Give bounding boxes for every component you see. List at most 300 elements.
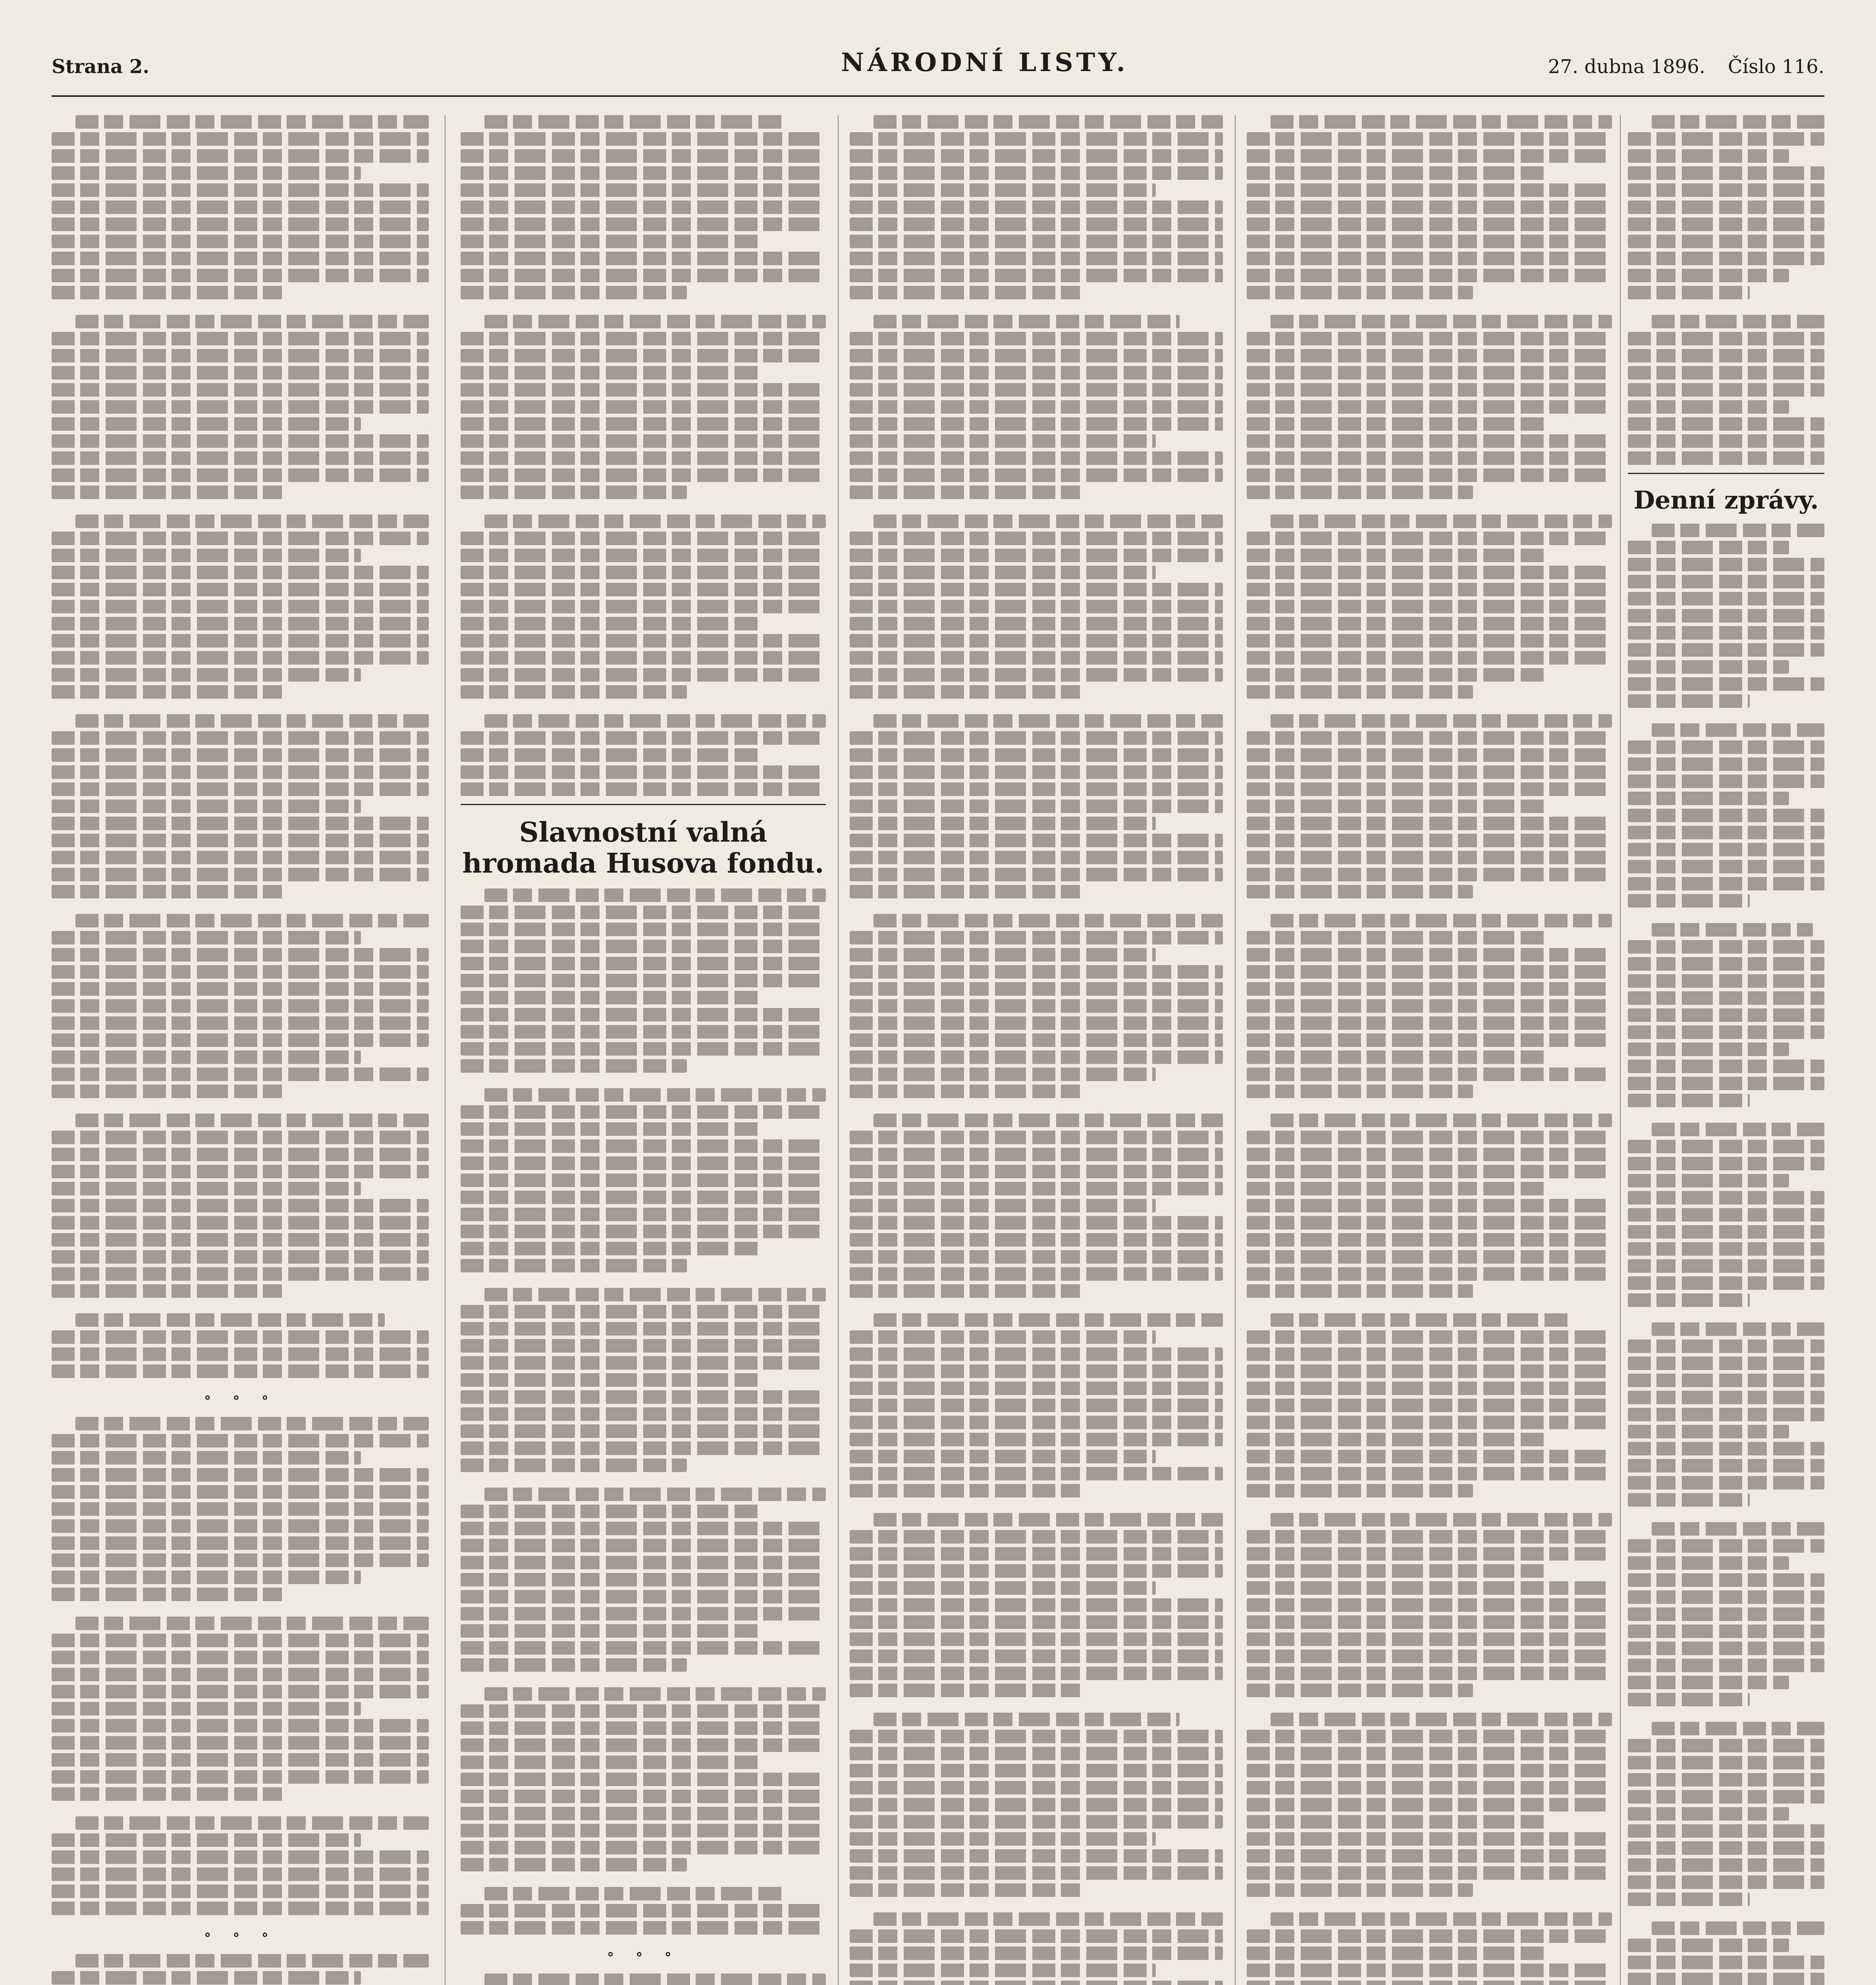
text-line [1628,894,1750,908]
text-line [461,1139,826,1153]
text-line [1628,269,1789,282]
text-line [1628,1025,1824,1039]
text-line [461,583,826,596]
text-line [484,714,826,728]
text-line [1271,914,1612,927]
text-line [52,269,429,282]
text-line [1628,1339,1824,1353]
text-line [1628,1225,1824,1239]
text-line [1652,723,1824,737]
paragraph-gap [461,1276,826,1288]
text-line [850,1981,1223,1985]
text-line [1628,809,1824,822]
text-line [850,1467,1223,1480]
text-line [1628,1956,1824,1969]
paragraph-gap [850,1501,1223,1513]
text-line [75,1816,429,1830]
text-line [1628,183,1824,197]
text-line [850,1747,1223,1760]
text-line [850,166,1223,180]
text-line [1247,166,1546,180]
text-line [52,617,429,630]
text-line [1247,286,1473,299]
paragraph-gap [850,1900,1223,1912]
text-line [52,451,429,465]
text-line [1652,315,1824,328]
text-line [850,999,1223,1013]
text-line [850,252,1223,265]
text-line [1247,149,1612,163]
section-separator: ∘ ∘ ∘ [203,1925,277,1944]
text-line [461,1242,760,1255]
text-line [52,1833,361,1847]
text-line [461,218,826,231]
article-text-block [52,115,429,1378]
text-line [1628,558,1824,571]
text-line [850,1798,1223,1812]
paragraph-gap [461,1875,826,1887]
paragraph-gap [850,1102,1223,1114]
paragraph-gap [1247,1301,1612,1313]
text-line [1247,1085,1473,1098]
text-line [1247,1964,1612,1977]
text-line [1247,200,1612,214]
text-line [52,252,429,265]
text-line [1628,366,1824,380]
text-line [850,1382,1223,1395]
text-line [850,349,1223,362]
text-line [461,1042,826,1056]
text-line [52,1902,429,1915]
text-line [1628,1174,1789,1187]
text-line [1628,1493,1750,1507]
text-line [850,549,1223,562]
text-line [1247,851,1612,864]
text-line [52,651,429,665]
text-line [850,417,1223,431]
text-line [52,332,429,345]
text-line [461,1008,826,1021]
text-line [850,200,1223,214]
text-line [1247,1598,1612,1612]
text-line [461,634,826,648]
paragraph-gap [52,1301,429,1313]
text-line [1247,269,1612,282]
text-line [1271,1912,1612,1926]
text-line [461,400,826,414]
text-line [1247,252,1612,265]
text-line [461,1738,826,1752]
text-line [850,149,1223,163]
text-line [1628,1773,1824,1786]
text-line [461,617,760,630]
text-line [1628,974,1824,988]
text-line [461,1105,826,1119]
text-line [1628,434,1824,448]
paragraph-gap [461,1675,826,1687]
text-line [1247,1632,1612,1646]
text-line [1247,1650,1612,1663]
text-line [484,1887,784,1900]
text-line [461,600,826,613]
text-line [1247,451,1612,465]
text-line [75,1313,385,1327]
text-line [52,1571,361,1584]
paragraph-gap [1628,711,1824,723]
text-line [1247,651,1612,665]
text-line [1247,1849,1612,1863]
column-divider [1235,115,1236,1985]
text-line [1247,1131,1612,1144]
text-line [52,1668,429,1681]
text-line [52,1736,429,1750]
text-line [1247,434,1612,448]
text-line [461,923,826,936]
headline-denni-zpravy: Denní zprávy. [1633,486,1819,515]
text-line [461,1704,826,1718]
text-line [1628,660,1789,674]
text-line [484,1288,826,1301]
text-line [1652,1522,1824,1536]
text-line [461,366,760,380]
paragraph-gap [1247,1501,1612,1513]
text-line [1247,1815,1546,1829]
paragraph-gap [850,702,1223,714]
text-line [461,1756,760,1769]
text-line [850,782,1223,796]
article-text-block [52,1954,429,1985]
text-line [1652,1123,1824,1136]
text-line [1247,948,1612,962]
text-line [1628,1973,1824,1985]
text-line [461,1721,826,1735]
text-line [850,668,1223,682]
text-line [461,566,826,579]
text-line [52,166,361,180]
newspaper-title: NÁRODNÍ LISTY. [841,48,1128,77]
text-line [850,600,1223,613]
text-line [52,765,429,779]
paragraph-gap [461,303,826,315]
text-line [1271,115,1612,129]
text-line [1628,149,1789,163]
text-line [461,1259,687,1272]
text-line [1247,685,1473,699]
text-line [1247,1216,1612,1230]
text-line [1628,609,1824,622]
text-line [52,1885,429,1898]
text-line [461,383,826,397]
text-line [1628,1573,1824,1587]
text-line [873,714,1223,728]
text-line [850,468,1223,482]
text-line [461,269,826,282]
text-line [52,286,285,299]
text-line [461,765,826,779]
text-line [1247,1284,1473,1298]
text-line [1628,1625,1824,1638]
text-line [52,982,429,996]
text-line [1247,1832,1612,1846]
text-line [1247,1199,1612,1212]
text-line [1247,1016,1612,1030]
text-line [1628,1043,1789,1056]
text-line [52,1634,429,1647]
text-line [850,1667,1223,1680]
text-line [850,486,1081,499]
text-line [1247,668,1546,682]
column-4 [1247,115,1612,1985]
text-line [873,914,1223,927]
text-line [1628,218,1824,231]
text-line [1247,999,1612,1013]
article-text-block [461,115,826,796]
text-line [873,1313,1223,1327]
text-line [850,1199,1156,1212]
header-rule [52,95,1824,97]
text-line [850,885,1081,898]
text-line [461,1807,826,1820]
paragraph-gap [1628,911,1824,923]
text-line [1628,757,1824,771]
text-line [461,1841,826,1854]
text-line [1628,166,1824,180]
text-line [1247,349,1612,362]
text-line [1628,957,1824,971]
text-line [850,800,1223,813]
text-line [1247,1667,1612,1680]
text-line [1628,286,1750,299]
text-line [52,1685,429,1698]
article-text-block [52,1417,429,1915]
text-line [1628,349,1824,362]
section-separator: ∘ ∘ ∘ [203,1388,277,1407]
text-line [52,1451,361,1465]
text-line [52,434,429,448]
text-line [52,383,429,397]
text-line [1628,1892,1750,1906]
text-line [52,1468,429,1482]
text-line [850,1684,1081,1697]
text-line [850,218,1223,231]
article-text-block [1628,115,1824,465]
text-line [1271,1114,1612,1127]
text-line [1247,834,1612,847]
paragraph-gap [52,303,429,315]
text-line [1247,1416,1612,1429]
text-line [484,115,784,129]
text-line [52,1850,429,1864]
text-line [461,1858,687,1871]
text-line [461,1573,826,1586]
text-line [1247,132,1612,146]
text-line [52,948,429,962]
text-line [52,817,429,830]
text-line [873,1912,1223,1926]
text-line [75,515,429,528]
text-line [1247,1330,1612,1344]
paragraph-gap [850,303,1223,315]
text-line [1628,1858,1824,1872]
text-line [1628,1140,1824,1153]
text-line [1628,1077,1824,1090]
text-line [484,1488,826,1501]
text-line [850,868,1223,881]
text-line [850,634,1223,648]
text-line [52,1651,429,1664]
text-line [1628,417,1824,431]
paragraph-gap [52,503,429,515]
text-line [873,1513,1223,1526]
text-line [52,1085,285,1098]
text-line [1628,1391,1824,1404]
text-line [1628,592,1824,605]
text-line [850,931,1223,944]
paragraph-gap [1628,1710,1824,1722]
text-line [1628,1556,1789,1570]
paragraph-gap [850,1301,1223,1313]
text-line [52,1216,429,1230]
text-line [52,200,429,214]
text-line [461,349,826,362]
paragraph-gap [52,902,429,914]
text-line [52,468,429,482]
paragraph-gap [461,702,826,714]
text-line [461,549,826,562]
text-line [850,1946,1223,1960]
text-line [461,434,826,448]
text-line [52,1364,429,1378]
text-line [484,1687,826,1701]
text-line [52,1787,285,1801]
text-line [461,731,826,745]
text-line [1247,1946,1546,1960]
paragraph-gap [1628,1510,1824,1522]
text-line [52,1719,429,1733]
text-line [75,714,429,728]
text-line [850,1267,1223,1281]
text-line [850,566,1156,579]
text-line [850,1085,1081,1098]
text-line [1247,1798,1612,1812]
text-line [1628,643,1824,657]
text-line [461,748,760,762]
text-line [1628,1693,1750,1706]
headline-valna-hromada: Slavnostní valná hromada Husova fondu. [462,817,824,880]
text-line [1247,1050,1546,1064]
text-line [1247,868,1612,881]
text-line [1247,600,1612,613]
text-line [850,685,1081,699]
text-line [461,332,826,345]
text-line [850,132,1223,146]
text-line [1247,1484,1473,1497]
text-line [850,1016,1223,1030]
text-line [461,1556,826,1569]
text-line [850,948,1156,962]
text-line [75,1617,429,1630]
text-line [1247,566,1612,579]
text-line [461,417,826,431]
text-line [1247,731,1612,745]
text-line [52,1588,285,1601]
text-line [1628,1442,1824,1455]
text-line [850,1399,1223,1412]
text-line [1652,1921,1824,1935]
text-line [461,486,687,499]
text-line [52,1068,429,1081]
text-line [1628,1790,1824,1804]
text-line [461,1225,826,1238]
article-text-block [1628,524,1824,1985]
text-line [1628,1875,1824,1889]
paragraph-gap [52,702,429,714]
paragraph-gap [850,503,1223,515]
text-line [850,982,1223,996]
text-line [1628,991,1824,1005]
text-line [52,1536,429,1550]
text-line [52,132,429,146]
text-line [850,400,1223,414]
text-line [461,685,687,699]
text-line [873,1713,1180,1726]
text-line [850,965,1223,979]
issue-date: 27. dubna 1896. [1548,56,1705,78]
text-line [1247,366,1612,380]
text-line [850,1284,1081,1298]
text-line [461,183,826,197]
article-text-block [1247,115,1612,1985]
text-line [52,1434,429,1447]
text-line [1247,1747,1612,1760]
column-1 [52,115,429,1985]
text-line [1247,583,1612,596]
issue-number: Číslo 116. [1728,56,1824,78]
text-line [1628,1259,1824,1273]
text-line [1628,1590,1824,1604]
paragraph-gap [52,1804,429,1816]
text-line [1652,1722,1824,1735]
text-line [52,834,429,847]
section-rule [1628,473,1824,474]
text-line [1628,252,1824,265]
text-line [461,668,826,682]
text-line [1628,1841,1824,1855]
text-line [850,834,1223,847]
text-line [461,235,760,248]
text-line [1628,235,1824,248]
text-line [1628,1357,1824,1370]
text-line [461,1122,760,1136]
paragraph-gap [461,1076,826,1088]
text-line [1628,1807,1789,1821]
text-line [850,1033,1223,1047]
text-line [1628,1459,1824,1472]
text-line [461,1641,826,1655]
text-line [75,1954,429,1968]
paragraph-gap [52,1102,429,1114]
text-line [52,885,285,898]
text-line [850,1233,1223,1247]
paragraph-gap [1247,503,1612,515]
text-line [461,1773,826,1786]
text-line [484,888,826,902]
text-line [52,417,361,431]
text-line [484,1088,826,1102]
text-line [52,782,429,796]
text-line [850,532,1223,545]
text-line [850,1330,1156,1344]
